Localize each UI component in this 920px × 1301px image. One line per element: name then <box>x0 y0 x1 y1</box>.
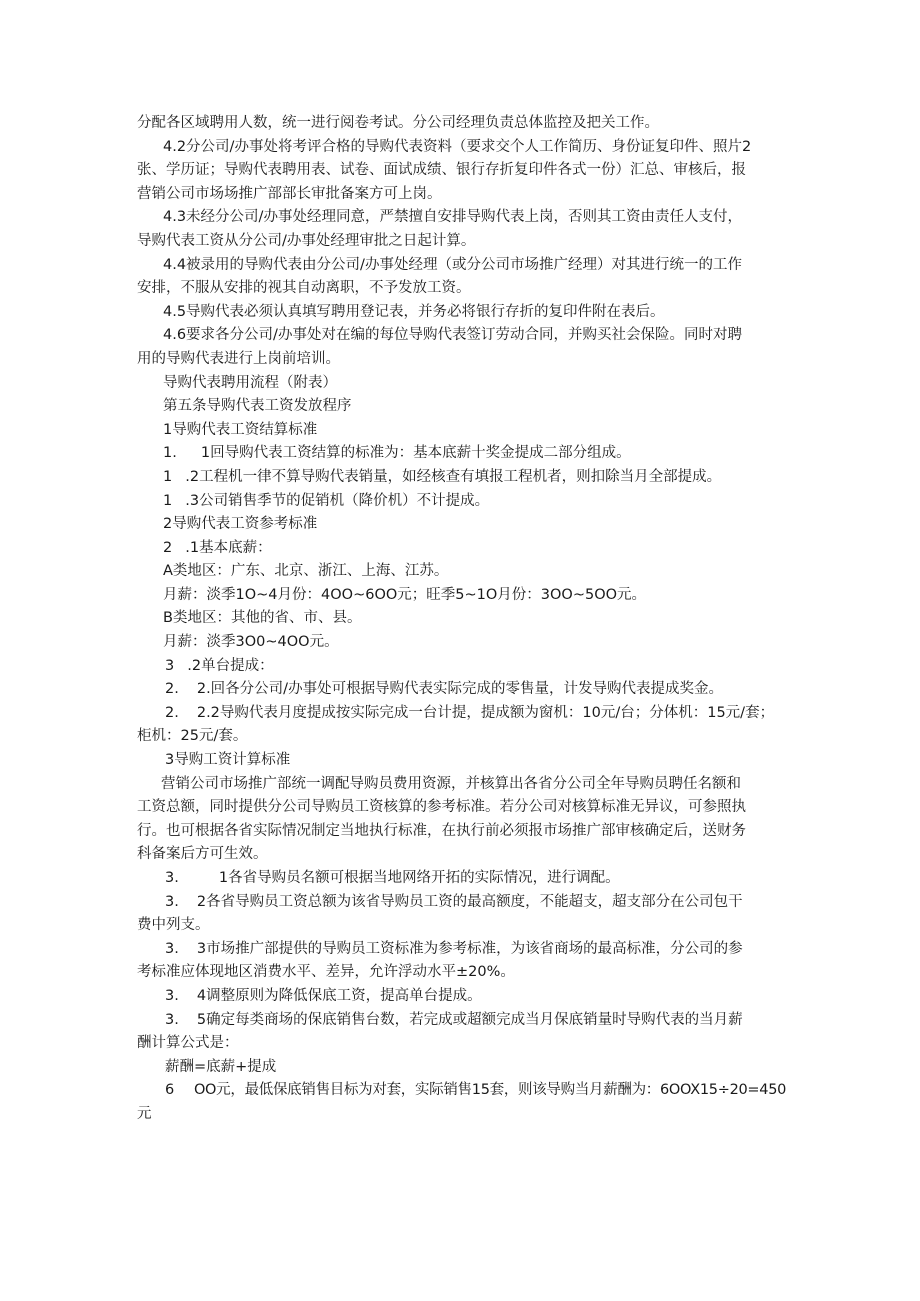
item-number: 1 <box>163 468 173 485</box>
clause-4-5-line: 4.5导购代表必须认真填写聘用登记表，并务必将银行存折的复印件附在表后。 <box>163 303 665 320</box>
item-number: 1 <box>163 492 173 509</box>
item-number: 3 <box>165 657 175 674</box>
item-number: 2. <box>165 681 179 698</box>
item-number: 3. <box>165 893 179 910</box>
item-text: OO元，最低保底销售目标为对套，实际销售15套，则该导购当月薪酬为：6OOX15÷20=450 <box>193 1082 787 1099</box>
paragraph-line: 分配各区域聘用人数，统一进行阅卷考试。分公司经理负责总体监控及把关工作。 <box>137 115 659 131</box>
paragraph-line: 科备案后方可生效。 <box>137 846 268 863</box>
item-text: 2各省导购员工资总额为该省导购员工资的最高额度，不能超支，超支部分在公司包干 <box>196 893 743 910</box>
paragraph-line: 工资总额，同时提供分公司导购员工资核算的参考标准。若分公司对核算标准无异议，可参照执 <box>137 799 746 816</box>
clause-4-2-line: 4.2分公司/办事处将考评合格的导购代表资料（要求交个人工作简历、身份证复印件、照片2 <box>163 138 752 155</box>
list-item <box>137 938 785 962</box>
item-number: 2. <box>165 704 179 721</box>
paragraph-line: 考标准应体现地区消费水平、差异，允许浮动水平±20%。 <box>137 964 515 981</box>
item-text: 1回导购代表工资结算的标准为：基本底薪十奖金提成二部分组成。 <box>200 445 631 462</box>
item-text: .1基本底薪： <box>185 539 272 556</box>
item-number: 3. <box>165 987 179 1004</box>
paragraph-line: 行。也可根据各省实际情况制定当地执行标准，在执行前必须报市场推广部审核确定后，送财务 <box>137 822 746 839</box>
item-text: .3公司销售季节的促销机（降价机）不计提成。 <box>185 492 490 509</box>
item-number: 2 <box>163 539 173 556</box>
clause-4-3-line: 4.3未经分公司/办事处经理同意，严禁擅自安排导购代表上岗，否则其工资由责任人支付， <box>163 209 742 226</box>
salary-a-line: 月薪：淡季1O~4月份：4OO~6OO元；旺季5~1O月份：3OO~5OO元。 <box>163 586 647 603</box>
paragraph-line: 元 <box>137 1105 152 1122</box>
item-number: 3. <box>165 870 179 886</box>
subsection-heading: 1导购代表工资结算标准 <box>163 421 318 438</box>
paragraph-line: 酬计算公式是： <box>137 1035 239 1052</box>
paragraph-line: 导购代表工资从分公司/办事处经理审批之日起计算。 <box>137 232 476 249</box>
region-a-line: A类地区：广东、北京、浙江、上海、江苏。 <box>163 563 449 580</box>
salary-b-line: 月薪：淡季3O0~4OO元。 <box>163 634 339 651</box>
item-text: 5确定每类商场的保底销售台数，若完成或超额完成当月保底销量时导购代表的当月薪 <box>196 1011 743 1028</box>
list-item <box>137 702 785 726</box>
list-item <box>137 867 785 891</box>
item-text: 3市场推广部提供的导购员工资标准为参考标准，为该省商场的最高标准，分公司的参 <box>196 940 743 957</box>
clause-4-4-line: 4.4被录用的导购代表由分公司/办事处经理（或分公司市场推广经理）对其进行统一的工作 <box>163 256 742 273</box>
list-item <box>137 985 785 1009</box>
item-text: 4调整原则为降低保底工资，提高单台提成。 <box>196 987 482 1004</box>
list-item <box>137 442 785 466</box>
formula-line: 薪酬=底薪+提成 <box>165 1058 277 1075</box>
paragraph-line: 营销公司市场场推广部部长审批备案方可上岗。 <box>137 185 442 202</box>
item-number: 1. <box>163 445 177 462</box>
list-item <box>137 1009 785 1033</box>
list-item <box>137 537 785 561</box>
list-item <box>137 891 785 915</box>
item-number: 3. <box>165 940 179 957</box>
section-heading: 第五条导购代表工资发放程序 <box>163 398 352 415</box>
paragraph-line: 安排，不服从安排的视其自动离职，不予发放工资。 <box>137 280 471 297</box>
list-item <box>137 678 785 702</box>
paragraph-line: 柜机：25元/套。 <box>137 728 248 745</box>
item-number: 3. <box>165 1011 179 1028</box>
item-text: .2单台提成： <box>187 657 274 674</box>
paragraph-line: 张、学历证；导购代表聘用表、试卷、面试成绩、银行存折复印件各式一份）汇总、审核后，报 <box>137 162 746 179</box>
clause-4-6-line: 4.6要求各分公司/办事处对在编的每位导购代表签订劳动合同，并购买社会保险。同时对聘 <box>163 327 742 344</box>
item-number: 6 <box>165 1082 174 1099</box>
example-line <box>137 1079 785 1103</box>
item-text: 2.回各分公司/办事处可根据导购代表实际完成的零售量，计发导购代表提成奖金。 <box>196 681 724 698</box>
item-text: .2工程机一律不算导购代表销量，如经核查有填报工程机者，则扣除当月全部提成。 <box>185 468 722 485</box>
paragraph-line: 费中列支。 <box>137 917 210 934</box>
document-body <box>137 112 785 1127</box>
list-item <box>137 490 785 514</box>
paragraph-line: 用的导购代表进行上岗前培训。 <box>137 350 340 367</box>
list-item <box>137 655 785 679</box>
region-b-line: B类地区：其他的省、市、县。 <box>163 610 362 627</box>
list-item <box>137 466 785 490</box>
appendix-note: 导购代表聘用流程（附表） <box>163 374 337 391</box>
subsection-heading: 2导购代表工资参考标准 <box>163 516 318 533</box>
subsection-heading: 3导购工资计算标准 <box>165 752 291 769</box>
paragraph-line: 营销公司市场推广部统一调配导购员费用资源，并核算出各省分公司全年导购员聘任名额和 <box>161 775 741 792</box>
item-text: 1各省导购员名额可根据当地网络开拓的实际情况，进行调配。 <box>218 870 620 886</box>
item-text: 2.2导购代表月度提成按实际完成一台计提，提成额为窗机：10元/台；分体机：15元/套； <box>196 704 775 721</box>
